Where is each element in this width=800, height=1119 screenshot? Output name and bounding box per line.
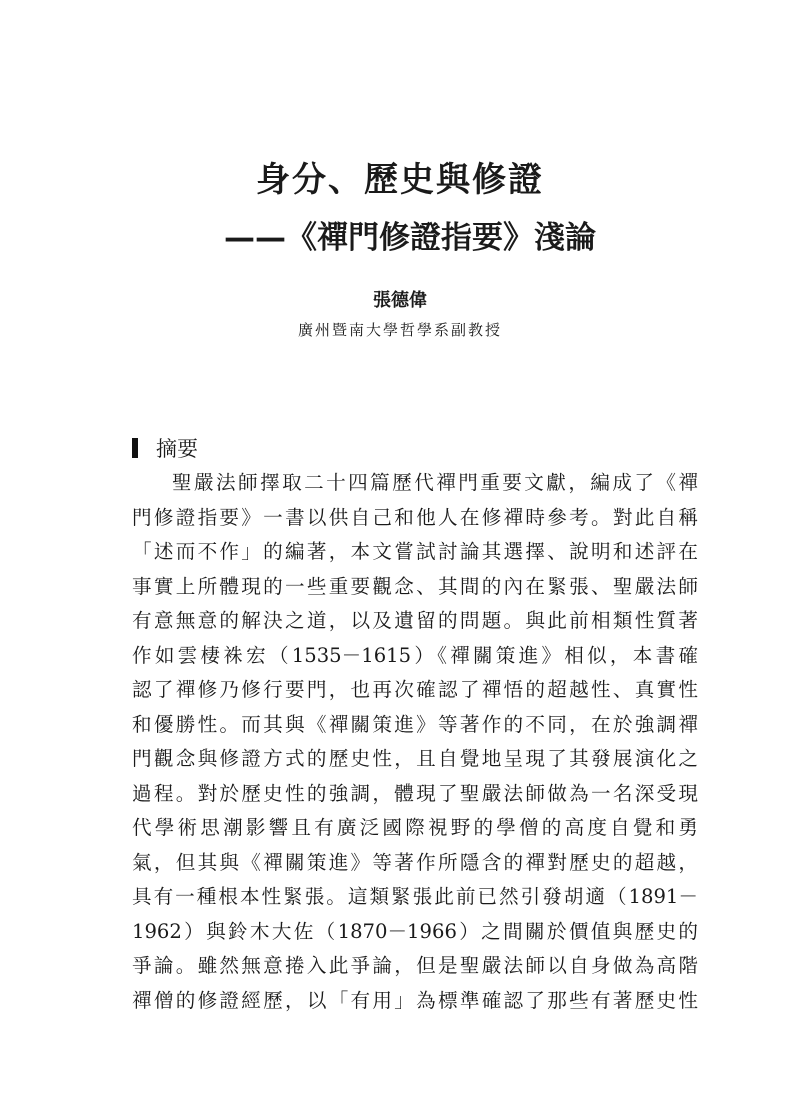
abstract-line: 認了禪修乃修行要門，也再次確認了禪悟的超越性、真實性 (132, 678, 698, 701)
title-block (0, 160, 800, 258)
abstract-line: 「述而不作」的編著，本文嘗試討論其選擇、說明和述評在 (132, 540, 698, 563)
abstract-line: 事實上所體現的一些重要觀念、其間的內在緊張、聖嚴法師 (132, 574, 698, 598)
abstract-line: 禪僧的修證經歷，以「有用」為標準確認了那些有著歷史性 (132, 988, 698, 1012)
abstract-line: 爭論。雖然無意捲入此爭論，但是聖嚴法師以自身做為高階 (132, 954, 698, 977)
abstract-line: 有意無意的解決之道，以及遺留的問題。與此前相類性質著 (132, 609, 698, 632)
author-name: 張德偉 (373, 290, 427, 311)
paper-subtitle: ——《禪門修證指要》淺論 (224, 220, 596, 256)
abstract-line: 氣，但其與《禪關策進》等著作所隱含的禪對歷史的超越， (132, 850, 698, 874)
paper-title: 身分、歷史與修證 (256, 160, 544, 200)
abstract-line: 聖嚴法師擇取二十四篇歷代禪門重要文獻，編成了《禪 (172, 471, 698, 494)
abstract-line: 門觀念與修證方式的歷史性，且自覺地呈現了其發展演化之 (132, 747, 698, 770)
abstract-section (132, 430, 698, 1018)
heading-bar-icon (132, 438, 138, 458)
abstract-line: 門修證指要》一書以供自己和他人在修禪時參考。對此自稱 (132, 505, 698, 529)
abstract-heading-text: 摘要 (156, 437, 198, 461)
author-affiliation: 廣州暨南大學哲學系副教授 (297, 321, 502, 339)
abstract-line: 作如雲棲袾宏（1535－1615）《禪關策進》相似，本書確 (132, 643, 698, 667)
abstract-body (132, 466, 698, 1018)
abstract-heading (132, 430, 698, 466)
abstract-line: 過程。對於歷史性的強調，體現了聖嚴法師做為一名深受現 (132, 781, 698, 805)
abstract-line: 1962）與鈴木大佐（1870－1966）之間關於價值與歷史的 (132, 919, 698, 943)
author-block (0, 290, 800, 340)
abstract-line: 具有一種根本性緊張。這類緊張此前已然引發胡適（1891－ (132, 885, 698, 908)
abstract-line: 代學術思潮影響且有廣泛國際視野的學僧的高度自覺和勇 (132, 816, 698, 839)
abstract-line: 和優勝性。而其與《禪關策進》等著作的不同，在於強調禪 (132, 712, 698, 736)
